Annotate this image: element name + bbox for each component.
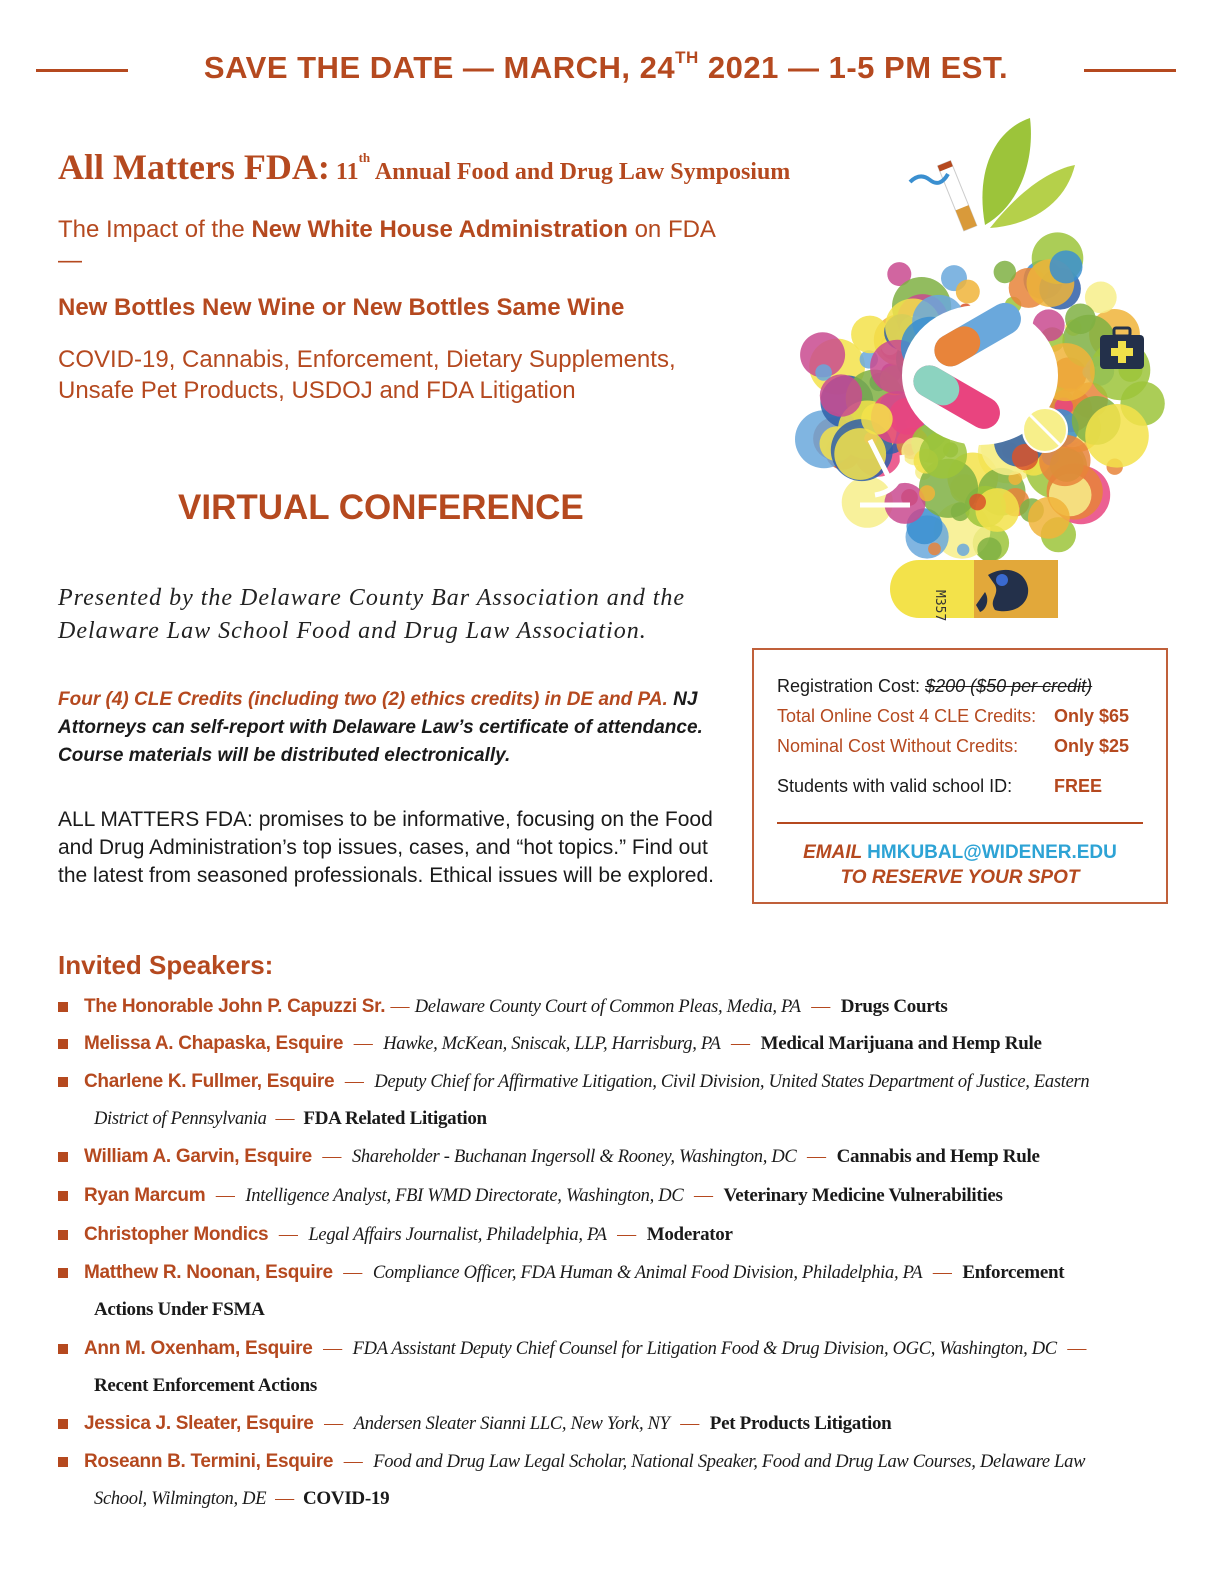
bullet-icon xyxy=(58,1230,68,1240)
bullet-icon xyxy=(58,1344,68,1354)
bottom-pill xyxy=(890,560,1058,621)
collage-dot xyxy=(820,374,862,416)
cigarette-icon xyxy=(938,161,977,231)
nominal-cost-row: Nominal Cost Without Credits: Only $25 xyxy=(777,736,1130,756)
collage-dot xyxy=(919,485,935,501)
collage-dot xyxy=(957,544,969,556)
bullet-icon xyxy=(58,1039,68,1049)
bullet-icon xyxy=(58,1268,68,1278)
pill-label: M357 xyxy=(932,590,947,622)
banner-text: SAVE THE DATE — MARCH, 24TH 2021 — 1-5 PM EST. xyxy=(203,48,1009,85)
email-reserve: EMAIL HMKUBAL@WIDENER.EDU TO RESERVE YOUR SPOT xyxy=(803,842,1117,888)
banner-rule-right xyxy=(1084,69,1176,72)
registration-box xyxy=(752,648,1168,904)
bullet-icon xyxy=(58,1002,68,1012)
cle-credits-note: Four (4) CLE Credits (including two (2) ethics credits) in DE and PA. NJ Attorneys can self-report with Delaware Law’s certificate of attendance. Course materials will be distributed electronically. xyxy=(58,689,703,766)
bullet-icon xyxy=(58,1191,68,1201)
subtitle: New Bottles New Wine or New Bottles Same Wine xyxy=(58,294,625,321)
collage-dot xyxy=(928,543,941,556)
collage-dot xyxy=(969,494,986,511)
about-paragraph: ALL MATTERS FDA: promises to be informative, focusing on the Food and Drug Administration’s top issues, cases, and “hot topics.” Find out the latest from seasoned professionals. Ethical issues will be explored. xyxy=(58,808,715,887)
online-cost-row: Total Online Cost 4 CLE Credits: Only $65 xyxy=(777,706,1130,726)
impact-line: The Impact of the New White House Administration on FDA — xyxy=(58,216,715,274)
collage-dot xyxy=(956,280,980,304)
presented-by: Presented by the Delaware County Bar Association and the Delaware Law School Food and Drug Law Association. xyxy=(58,585,686,644)
collage-dot xyxy=(861,403,893,435)
email-link[interactable]: HMKUBAL@WIDENER.EDU xyxy=(867,842,1117,863)
collage-dot xyxy=(1028,497,1070,539)
event-title: All Matters FDA: 11th Annual Food and Drug Law Symposium xyxy=(58,147,791,187)
topics-list: COVID-19, Cannabis, Enforcement, Dietary Supplements, Unsafe Pet Products, USDOJ and FDA Litigation xyxy=(58,346,676,404)
collage-dot xyxy=(975,488,1019,532)
collage-dot xyxy=(1050,250,1083,283)
collage-dot xyxy=(1065,304,1096,335)
apple-collage-illustration xyxy=(790,110,1170,630)
save-the-date-banner xyxy=(36,48,1176,88)
banner-rule-left xyxy=(36,69,128,72)
registration-divider xyxy=(777,822,1143,824)
virtual-conference-heading: VIRTUAL CONFERENCE xyxy=(178,488,584,527)
speakers-heading: Invited Speakers: xyxy=(58,950,274,980)
collage-dot xyxy=(994,261,1016,283)
registration-cost-row: Registration Cost: $200 ($50 per credit) xyxy=(777,676,1093,696)
students-row: Students with valid school ID: FREE xyxy=(777,776,1103,796)
bullet-icon xyxy=(58,1077,68,1087)
bullet-icon xyxy=(58,1419,68,1429)
collage-dot xyxy=(977,537,1001,561)
bullet-icon xyxy=(58,1152,68,1162)
bullet-icon xyxy=(58,1457,68,1467)
collage-dot xyxy=(1085,404,1149,468)
